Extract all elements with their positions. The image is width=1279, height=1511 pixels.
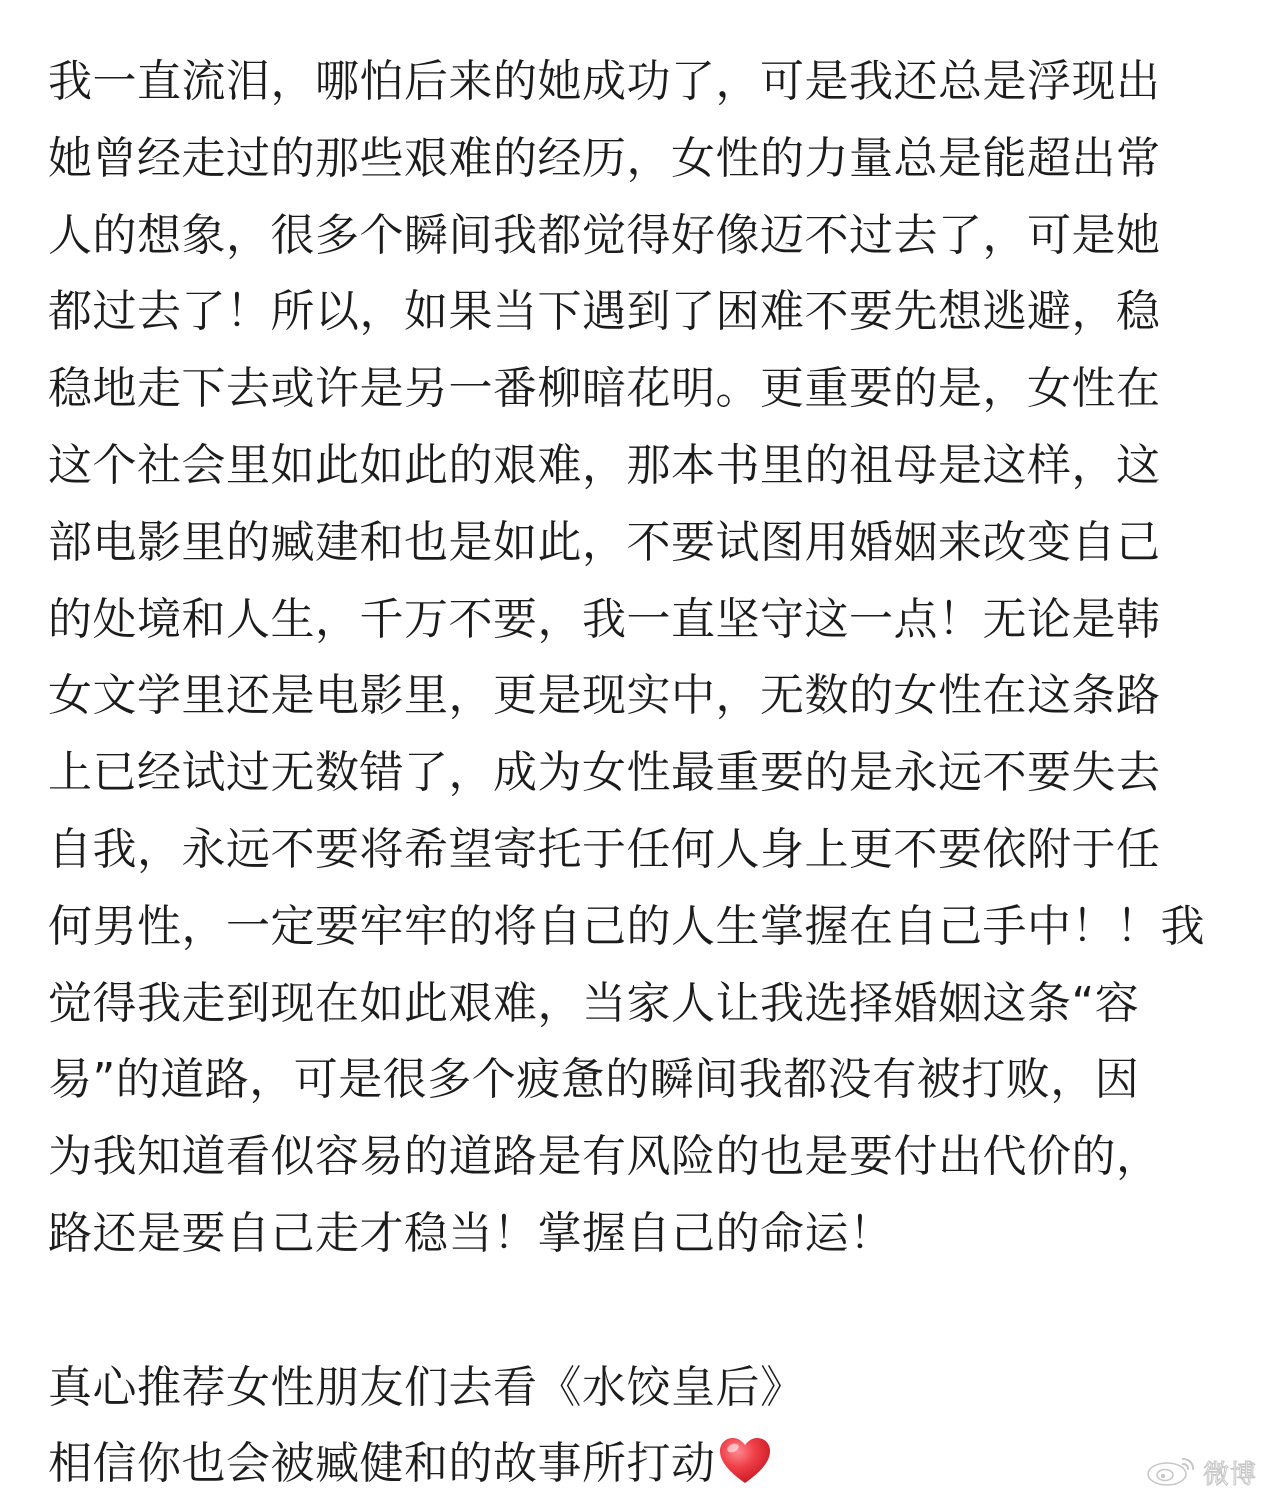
- paragraph-line-1: 我一直流泪，哪怕后来的她成功了，可是我还总是浮现出: [48, 56, 1161, 107]
- closing-line: [48, 1426, 1243, 1503]
- paragraph-line-12: 何男性，一定要牢牢的将自己的人生掌握在自己手中！！我: [48, 900, 1205, 952]
- paragraph-line-8: 的处境和人生，千万不要，我一直坚守这一点！无论是韩: [48, 593, 1161, 645]
- weibo-logo-icon: [1145, 1453, 1197, 1491]
- paragraph-line-2: 她曾经走过的那些艰难的经历，女性的力量总是能超出常: [48, 132, 1161, 184]
- watermark-text: 微博: [1202, 1459, 1257, 1490]
- paragraph-line-11: 自我，永远不要将希望寄托于任何人身上更不要依附于任: [48, 823, 1161, 875]
- heart-icon: [718, 1434, 772, 1511]
- weibo-watermark: [1145, 1453, 1257, 1491]
- paragraph-line-4: 都过去了！所以，如果当下遇到了困难不要先想逃避，稳: [48, 286, 1161, 338]
- paragraph-line-3: 人的想象，很多个瞬间我都觉得好像迈不过去了，可是她: [48, 209, 1161, 261]
- paragraph-line-7: 部电影里的臧建和也是如此，不要试图用婚姻来改变自己: [48, 516, 1161, 568]
- paragraph-line-5: 稳地走下去或许是另一番柳暗花明。更重要的是，女性在: [48, 363, 1161, 415]
- paragraph-line-6: 这个社会里如此如此的艰难，那本书里的祖母是这样，这: [48, 439, 1161, 491]
- paragraph-line-15: 为我知道看似容易的道路是有风险的也是要付出代价的，: [48, 1131, 1161, 1183]
- recommend-line: 真心推荐女性朋友们去看《水饺皇后》: [48, 1361, 805, 1413]
- paragraph-spacer: [48, 1273, 1243, 1350]
- paragraph-line-13: 觉得我走到现在如此艰难，当家人让我选择婚姻这条“容: [48, 977, 1140, 1029]
- paragraph-line-14: 易”的道路，可是很多个疲惫的瞬间我都没有被打败，因: [48, 1054, 1140, 1106]
- paragraph-line-9: 女文学里还是电影里，更是现实中，无数的女性在这条路: [48, 670, 1161, 722]
- post-body: [48, 44, 1243, 1503]
- closing-text: 相信你也会被臧健和的故事所打动: [48, 1438, 716, 1490]
- paragraph-line-10: 上已经试过无数错了，成为女性最重要的是永远不要失去: [48, 747, 1161, 799]
- paragraph-line-16: 路还是要自己走才稳当！掌握自己的命运！: [48, 1207, 894, 1259]
